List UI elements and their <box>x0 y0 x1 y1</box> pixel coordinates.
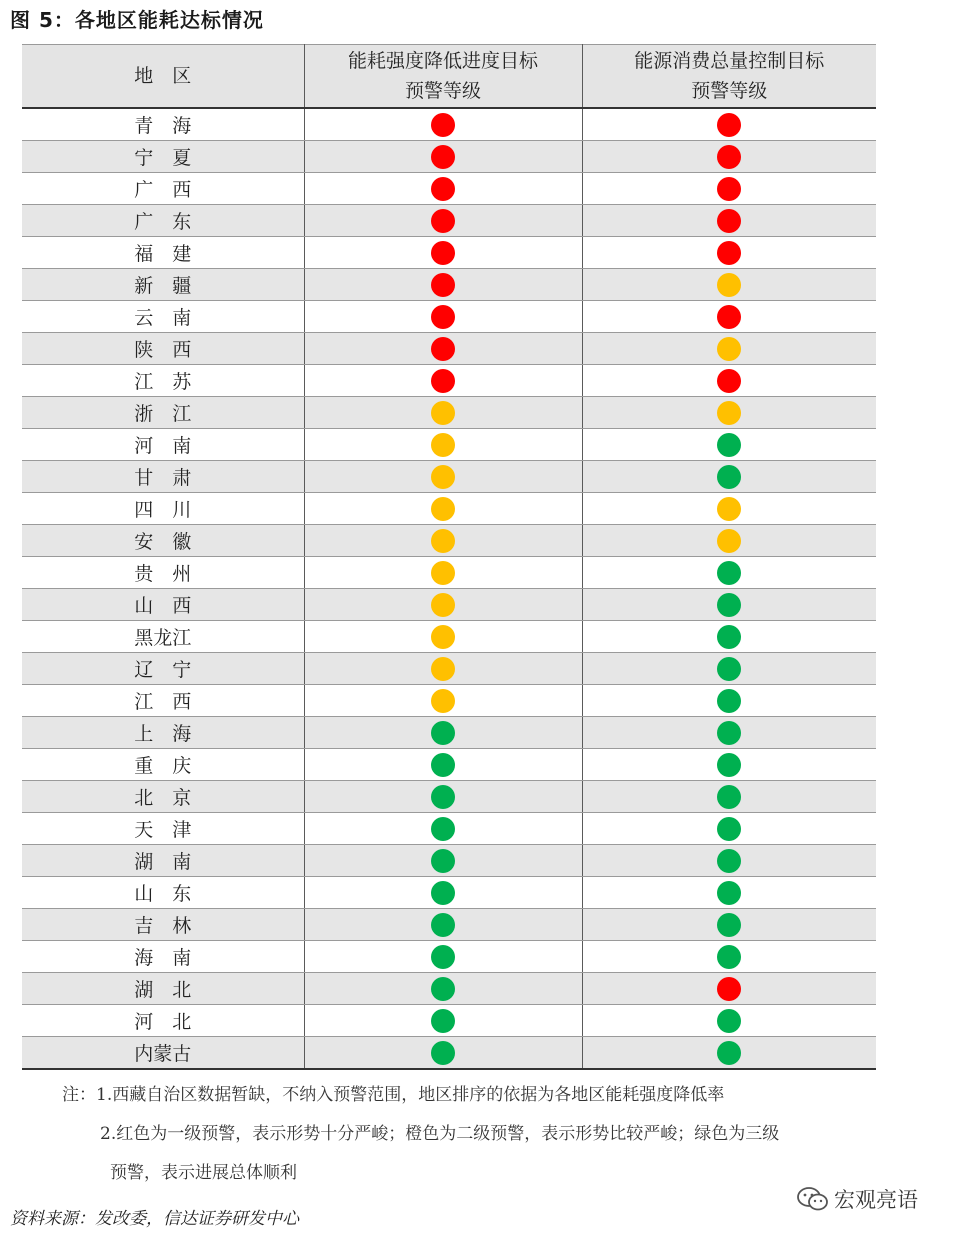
intensity-level-cell <box>304 108 582 141</box>
table-row <box>22 173 876 205</box>
total-level-cell <box>582 749 876 781</box>
total-level-cell <box>582 269 876 301</box>
table-row <box>22 685 876 717</box>
region-name: 广 东 <box>134 211 192 233</box>
green-warning-dot <box>717 625 741 649</box>
total-level-cell <box>582 717 876 749</box>
region-name: 浙 江 <box>134 403 192 425</box>
intensity-level-cell <box>304 269 582 301</box>
green-warning-dot <box>717 593 741 617</box>
red-warning-dot <box>717 113 741 137</box>
brand-watermark <box>796 1184 918 1214</box>
intensity-level-cell <box>304 141 582 173</box>
orange-warning-dot <box>717 497 741 521</box>
intensity-level-cell <box>304 621 582 653</box>
intensity-level-cell <box>304 173 582 205</box>
orange-warning-dot <box>431 561 455 585</box>
total-level-cell <box>582 653 876 685</box>
region-cell <box>22 237 304 269</box>
region-cell <box>22 781 304 813</box>
red-warning-dot <box>431 305 455 329</box>
intensity-level-cell <box>304 397 582 429</box>
region-name: 陕 西 <box>134 339 192 361</box>
region-cell <box>22 1005 304 1037</box>
table-row <box>22 589 876 621</box>
note-3: 预警，表示进展总体顺利 <box>110 1163 297 1183</box>
table-row <box>22 493 876 525</box>
total-level-cell <box>582 685 876 717</box>
region-name: 福 建 <box>134 243 192 265</box>
region-cell <box>22 269 304 301</box>
total-level-cell <box>582 909 876 941</box>
red-warning-dot <box>717 977 741 1001</box>
red-warning-dot <box>717 209 741 233</box>
green-warning-dot <box>717 1009 741 1033</box>
total-level-cell <box>582 877 876 909</box>
red-warning-dot <box>717 177 741 201</box>
region-name: 河 北 <box>134 1011 192 1033</box>
region-name: 四 川 <box>134 499 192 521</box>
intensity-level-cell <box>304 1037 582 1070</box>
intensity-level-cell <box>304 1005 582 1037</box>
table-header-row <box>22 45 876 109</box>
table-row <box>22 621 876 653</box>
green-warning-dot <box>431 817 455 841</box>
region-name: 广 西 <box>134 179 192 201</box>
region-cell <box>22 941 304 973</box>
intensity-level-cell <box>304 461 582 493</box>
orange-warning-dot <box>431 433 455 457</box>
energy-warning-table <box>22 44 876 1070</box>
green-warning-dot <box>717 753 741 777</box>
red-warning-dot <box>431 241 455 265</box>
region-name: 吉 林 <box>134 915 192 937</box>
red-warning-dot <box>717 145 741 169</box>
table-row <box>22 941 876 973</box>
header-region: 地 区 <box>22 45 304 109</box>
total-level-cell <box>582 781 876 813</box>
green-warning-dot <box>717 433 741 457</box>
table-row <box>22 557 876 589</box>
region-name: 青 海 <box>134 115 192 137</box>
region-cell <box>22 1037 304 1070</box>
region-name: 甘 肃 <box>134 467 192 489</box>
table-row <box>22 365 876 397</box>
intensity-level-cell <box>304 941 582 973</box>
green-warning-dot <box>431 721 455 745</box>
green-warning-dot <box>717 817 741 841</box>
table-row <box>22 813 876 845</box>
red-warning-dot <box>717 369 741 393</box>
orange-warning-dot <box>717 401 741 425</box>
green-warning-dot <box>431 785 455 809</box>
red-warning-dot <box>431 209 455 233</box>
red-warning-dot <box>717 241 741 265</box>
total-level-cell <box>582 429 876 461</box>
total-level-cell <box>582 973 876 1005</box>
region-name: 海 南 <box>134 947 192 969</box>
total-level-cell <box>582 397 876 429</box>
region-name: 云 南 <box>134 307 192 329</box>
green-warning-dot <box>431 977 455 1001</box>
region-name: 天 津 <box>134 819 192 841</box>
table-row <box>22 525 876 557</box>
total-level-cell <box>582 557 876 589</box>
total-level-cell <box>582 141 876 173</box>
region-name: 山 西 <box>134 595 192 617</box>
intensity-level-cell <box>304 749 582 781</box>
intensity-level-cell <box>304 301 582 333</box>
region-cell <box>22 973 304 1005</box>
total-level-cell <box>582 1005 876 1037</box>
intensity-level-cell <box>304 685 582 717</box>
table-row <box>22 877 876 909</box>
orange-warning-dot <box>717 273 741 297</box>
total-level-cell <box>582 845 876 877</box>
region-name: 江 苏 <box>134 371 192 393</box>
table-row <box>22 333 876 365</box>
intensity-level-cell <box>304 557 582 589</box>
region-name: 安 徽 <box>134 531 192 553</box>
intensity-level-cell <box>304 589 582 621</box>
table-row <box>22 269 876 301</box>
header-total: 能源消费总量控制目标 预警等级 <box>582 45 876 109</box>
red-warning-dot <box>431 369 455 393</box>
intensity-level-cell <box>304 493 582 525</box>
green-warning-dot <box>717 849 741 873</box>
total-level-cell <box>582 621 876 653</box>
table-row <box>22 205 876 237</box>
region-name: 河 南 <box>134 435 192 457</box>
intensity-level-cell <box>304 333 582 365</box>
region-name: 湖 北 <box>134 979 192 1001</box>
region-cell <box>22 717 304 749</box>
total-level-cell <box>582 301 876 333</box>
region-cell <box>22 621 304 653</box>
region-name: 内蒙古 <box>134 1043 192 1065</box>
red-warning-dot <box>431 145 455 169</box>
green-warning-dot <box>431 881 455 905</box>
table-row <box>22 845 876 877</box>
table-row <box>22 717 876 749</box>
green-warning-dot <box>431 1009 455 1033</box>
intensity-level-cell <box>304 365 582 397</box>
green-warning-dot <box>431 753 455 777</box>
orange-warning-dot <box>431 401 455 425</box>
green-warning-dot <box>717 945 741 969</box>
green-warning-dot <box>717 881 741 905</box>
region-cell <box>22 749 304 781</box>
green-warning-dot <box>431 1041 455 1065</box>
table-row <box>22 749 876 781</box>
intensity-level-cell <box>304 237 582 269</box>
region-name: 黑龙江 <box>134 627 192 649</box>
orange-warning-dot <box>431 497 455 521</box>
table-row <box>22 301 876 333</box>
orange-warning-dot <box>431 689 455 713</box>
region-cell <box>22 493 304 525</box>
region-cell <box>22 813 304 845</box>
table-row <box>22 781 876 813</box>
region-cell <box>22 557 304 589</box>
total-level-cell <box>582 493 876 525</box>
region-name: 江 西 <box>134 691 192 713</box>
region-cell <box>22 653 304 685</box>
wechat-icon <box>796 1185 830 1213</box>
table-row <box>22 237 876 269</box>
region-cell <box>22 461 304 493</box>
region-cell <box>22 397 304 429</box>
region-name: 辽 宁 <box>134 659 192 681</box>
header-intensity: 能耗强度降低进度目标 预警等级 <box>304 45 582 109</box>
intensity-level-cell <box>304 845 582 877</box>
region-cell <box>22 301 304 333</box>
intensity-level-cell <box>304 653 582 685</box>
green-warning-dot <box>717 1041 741 1065</box>
intensity-level-cell <box>304 429 582 461</box>
total-level-cell <box>582 333 876 365</box>
table-row <box>22 429 876 461</box>
intensity-level-cell <box>304 525 582 557</box>
orange-warning-dot <box>431 529 455 553</box>
region-name: 北 京 <box>134 787 192 809</box>
intensity-level-cell <box>304 973 582 1005</box>
red-warning-dot <box>431 273 455 297</box>
total-level-cell <box>582 173 876 205</box>
table-row <box>22 1005 876 1037</box>
region-name: 新 疆 <box>134 275 192 297</box>
intensity-level-cell <box>304 909 582 941</box>
region-name: 贵 州 <box>134 563 192 585</box>
region-cell <box>22 429 304 461</box>
green-warning-dot <box>717 465 741 489</box>
total-level-cell <box>582 589 876 621</box>
green-warning-dot <box>717 913 741 937</box>
total-level-cell <box>582 1037 876 1070</box>
total-level-cell <box>582 205 876 237</box>
orange-warning-dot <box>431 625 455 649</box>
note-1: 注：1.西藏自治区数据暂缺，不纳入预警范围，地区排序的依据为各地区能耗强度降低率 <box>62 1085 725 1105</box>
source-line: 资料来源：发改委，信达证券研发中心 <box>10 1209 299 1229</box>
orange-warning-dot <box>431 465 455 489</box>
brand-label: 宏观亮语 <box>834 1188 918 1212</box>
intensity-level-cell <box>304 717 582 749</box>
region-cell <box>22 333 304 365</box>
table-row <box>22 461 876 493</box>
green-warning-dot <box>431 913 455 937</box>
region-name: 上 海 <box>134 723 192 745</box>
red-warning-dot <box>431 113 455 137</box>
total-level-cell <box>582 365 876 397</box>
table-row <box>22 909 876 941</box>
figure-title: 图 5：各地区能耗达标情况 <box>10 8 264 32</box>
orange-warning-dot <box>431 657 455 681</box>
note-2: 2.红色为一级预警，表示形势十分严峻；橙色为二级预警，表示形势比较严峻；绿色为三级 <box>100 1124 780 1144</box>
orange-warning-dot <box>431 593 455 617</box>
table-row <box>22 141 876 173</box>
region-cell <box>22 685 304 717</box>
intensity-level-cell <box>304 781 582 813</box>
region-cell <box>22 108 304 141</box>
total-level-cell <box>582 461 876 493</box>
green-warning-dot <box>717 721 741 745</box>
intensity-level-cell <box>304 205 582 237</box>
region-name: 山 东 <box>134 883 192 905</box>
total-level-cell <box>582 813 876 845</box>
red-warning-dot <box>431 177 455 201</box>
intensity-level-cell <box>304 813 582 845</box>
table-notes <box>62 1076 779 1193</box>
total-level-cell <box>582 525 876 557</box>
total-level-cell <box>582 941 876 973</box>
region-cell <box>22 365 304 397</box>
green-warning-dot <box>717 657 741 681</box>
region-cell <box>22 205 304 237</box>
orange-warning-dot <box>717 529 741 553</box>
region-name: 宁 夏 <box>134 147 192 169</box>
region-name: 湖 南 <box>134 851 192 873</box>
table-row <box>22 973 876 1005</box>
green-warning-dot <box>431 945 455 969</box>
table-row <box>22 653 876 685</box>
table-row <box>22 397 876 429</box>
table-row <box>22 1037 876 1070</box>
red-warning-dot <box>717 305 741 329</box>
table-row <box>22 108 876 141</box>
intensity-level-cell <box>304 877 582 909</box>
orange-warning-dot <box>717 337 741 361</box>
region-cell <box>22 909 304 941</box>
green-warning-dot <box>717 689 741 713</box>
region-cell <box>22 525 304 557</box>
region-cell <box>22 877 304 909</box>
green-warning-dot <box>431 849 455 873</box>
region-cell <box>22 141 304 173</box>
region-cell <box>22 845 304 877</box>
green-warning-dot <box>717 561 741 585</box>
region-cell <box>22 173 304 205</box>
red-warning-dot <box>431 337 455 361</box>
green-warning-dot <box>717 785 741 809</box>
region-name: 重 庆 <box>134 755 192 777</box>
total-level-cell <box>582 108 876 141</box>
total-level-cell <box>582 237 876 269</box>
region-cell <box>22 589 304 621</box>
